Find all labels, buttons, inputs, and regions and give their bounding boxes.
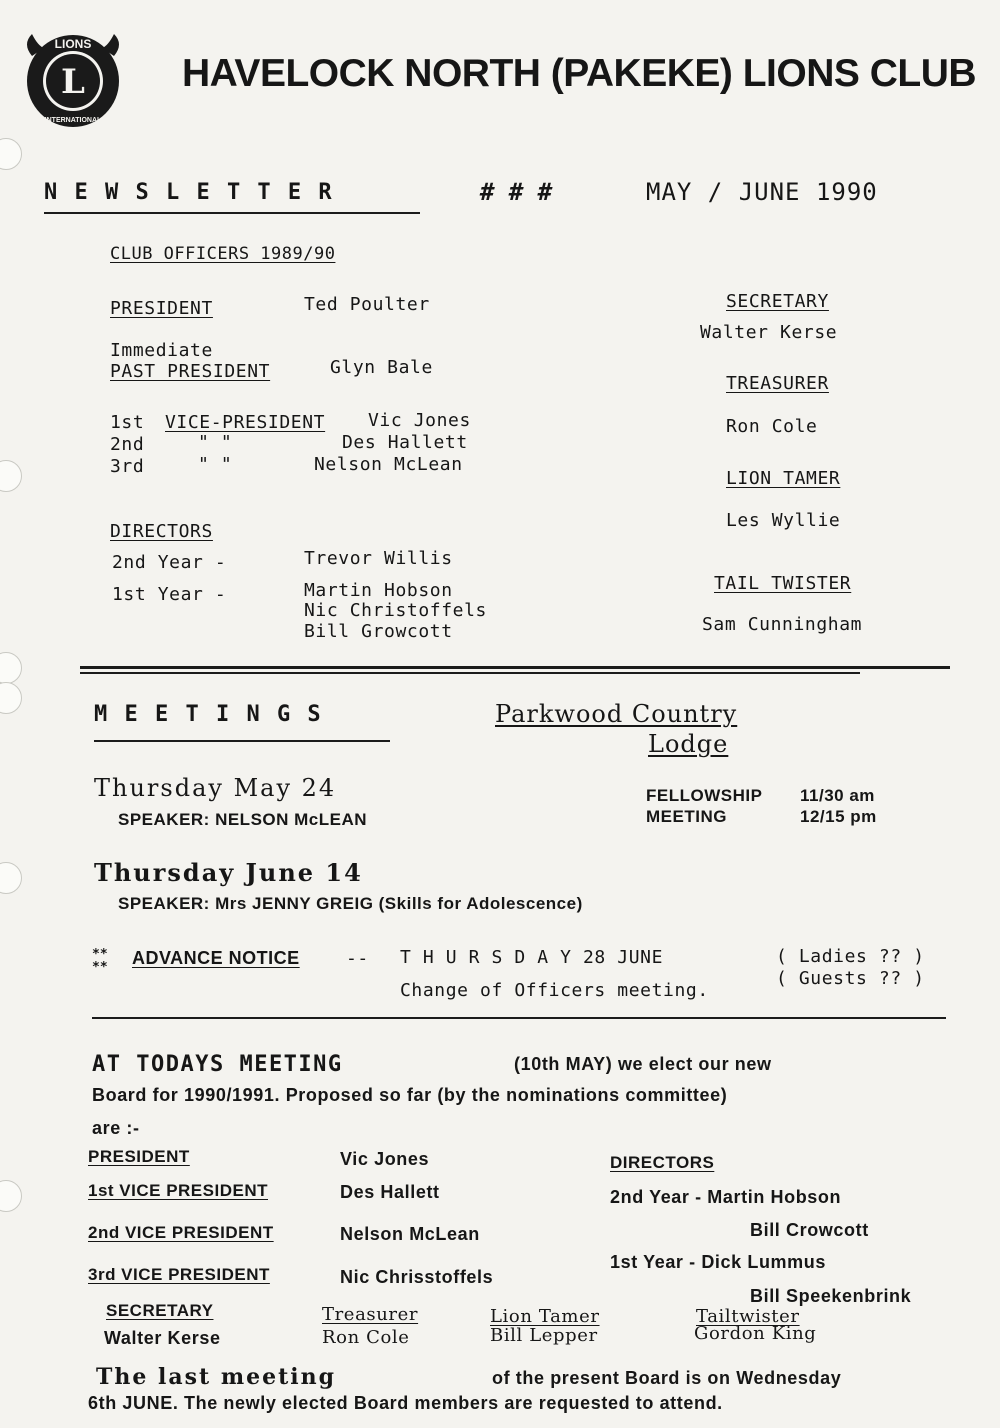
last-meeting-line-2: 6th JUNE. The newly elected Board members are requested to attend. — [88, 1393, 723, 1413]
advance-date: T H U R S D A Y 28 JUNE — [400, 947, 664, 968]
club-title: HAVELOCK NORTH (PAKEKE) LIONS CLUB — [182, 52, 977, 95]
directors-label: DIRECTORS — [110, 521, 213, 542]
punch-hole — [0, 652, 22, 684]
treasurer-name: Ron Cole — [726, 416, 818, 437]
fellowship-time: 11/30 am — [800, 786, 875, 805]
advance-notice-label: ADVANCE NOTICE — [132, 948, 300, 968]
logo-text-bottom: INTERNATIONAL — [44, 117, 102, 124]
new-lion-tamer-name: Bill Lepper — [490, 1325, 598, 1346]
secretary-name: Walter Kerse — [700, 322, 838, 343]
vp-label: VICE-PRESIDENT — [165, 412, 326, 433]
divider — [80, 672, 860, 674]
vp1-prefix: 1st — [110, 412, 145, 433]
new-vp3-name: Nic Chrisstoffels — [340, 1267, 494, 1287]
tail-twister-name: Sam Cunningham — [702, 614, 863, 635]
first-year-director: Nic Christoffels — [304, 600, 487, 621]
second-year-label: 2nd Year - — [112, 552, 227, 573]
todays-line-2: Board for 1990/1991. Proposed so far (by the nominations committee) — [92, 1085, 728, 1105]
punch-hole — [0, 1180, 22, 1212]
first-year-label: 1st Year - — [112, 584, 227, 605]
new-president-label: PRESIDENT — [88, 1147, 190, 1166]
meeting-date-2: Thursday June 14 — [94, 858, 363, 887]
punch-hole — [0, 138, 22, 170]
new-vp3-label: 3rd VICE PRESIDENT — [88, 1265, 270, 1284]
speaker-2: SPEAKER: Mrs JENNY GREIG (Skills for Adolescence) — [118, 894, 583, 913]
new-second-year: 2nd Year - Martin Hobson — [610, 1187, 842, 1207]
new-vp2-name: Nelson McLean — [340, 1224, 480, 1244]
venue-line2: Lodge — [648, 730, 729, 758]
todays-line-3: are :- — [92, 1118, 140, 1138]
vp2-prefix: 2nd — [110, 434, 145, 455]
last-meeting-rest: of the present Board is on Wednesday — [492, 1368, 842, 1388]
new-treasurer-name: Ron Cole — [322, 1327, 410, 1348]
new-lion-tamer-label: Lion Tamer — [490, 1306, 600, 1327]
newsletter-label: N E W S L E T T E R — [44, 180, 334, 205]
new-first-year: 1st Year - Dick Lummus — [610, 1252, 826, 1272]
meeting-label: MEETING — [646, 807, 727, 826]
issue-date: MAY / JUNE 1990 — [646, 178, 878, 206]
newsletter-hashes: # # # — [480, 178, 553, 206]
new-tailtwister-name: Gordon King — [694, 1323, 817, 1344]
divider — [92, 1017, 946, 1019]
divider — [44, 212, 420, 214]
vp3-name: Nelson McLean — [314, 454, 463, 475]
last-meeting-heading: The last meeting — [96, 1364, 337, 1390]
punch-hole — [0, 862, 22, 894]
divider — [94, 740, 390, 742]
new-vp2-label: 2nd VICE PRESIDENT — [88, 1223, 274, 1242]
new-secretary-label: SECRETARY — [106, 1301, 214, 1320]
speaker-1: SPEAKER: NELSON McLEAN — [118, 810, 368, 829]
officers-heading: CLUB OFFICERS 1989/90 — [110, 244, 336, 264]
divider — [80, 666, 950, 669]
new-vp1-name: Des Hallett — [340, 1182, 440, 1202]
new-president-name: Vic Jones — [340, 1149, 430, 1169]
secretary-label: SECRETARY — [726, 291, 829, 312]
new-directors-label: DIRECTORS — [610, 1153, 715, 1172]
new-tailtwister-label: Tailtwister — [696, 1306, 800, 1327]
guests-note: ( Guests ?? ) — [776, 968, 925, 989]
lion-tamer-name: Les Wyllie — [726, 510, 841, 531]
fellowship-label: FELLOWSHIP — [646, 786, 763, 805]
first-year-director: Bill Growcott — [304, 621, 453, 642]
new-vp1-label: 1st VICE PRESIDENT — [88, 1181, 268, 1200]
ladies-note: ( Ladies ?? ) — [776, 946, 925, 967]
advance-stars: ** ** — [92, 947, 108, 975]
new-secretary-name: Walter Kerse — [104, 1328, 221, 1348]
president-label: PRESIDENT — [110, 298, 213, 319]
president-name: Ted Poulter — [304, 294, 430, 315]
todays-heading-rest: (10th MAY) we elect our new — [514, 1054, 772, 1074]
second-year-director: Trevor Willis — [304, 548, 453, 569]
lions-logo-icon — [18, 26, 128, 136]
past-president-name: Glyn Bale — [330, 357, 433, 378]
new-treasurer-label: Treasurer — [322, 1304, 419, 1325]
lion-tamer-label: LION TAMER — [726, 468, 841, 489]
logo-text-top: LIONS — [54, 37, 92, 51]
logo-letter: L — [61, 62, 85, 102]
todays-heading: AT TODAYS MEETING — [92, 1052, 343, 1077]
vp1-name: Vic Jones — [368, 410, 471, 431]
treasurer-label: TREASURER — [726, 373, 829, 394]
vp2-name: Des Hallett — [342, 432, 468, 453]
tail-twister-label: TAIL TWISTER — [714, 573, 852, 594]
new-second-year-2: Bill Crowcott — [750, 1220, 869, 1240]
punch-hole — [0, 460, 22, 492]
advance-description: Change of Officers meeting. — [400, 980, 709, 1001]
past-president-label: PAST PRESIDENT — [110, 361, 271, 382]
first-year-director: Martin Hobson — [304, 580, 453, 601]
new-first-year-2: Bill Speekenbrink — [750, 1286, 912, 1306]
vp3-ditto: " " — [198, 454, 233, 475]
meetings-heading: M E E T I N G S — [94, 702, 323, 727]
meeting-time: 12/15 pm — [800, 807, 877, 826]
meeting-date-1: Thursday May 24 — [94, 774, 337, 802]
advance-dash: -- — [346, 948, 369, 969]
punch-hole — [0, 682, 22, 714]
immediate-label: Immediate — [110, 340, 213, 361]
venue-line1: Parkwood Country — [495, 700, 738, 728]
vp3-prefix: 3rd — [110, 456, 145, 477]
vp2-ditto: " " — [198, 432, 233, 453]
